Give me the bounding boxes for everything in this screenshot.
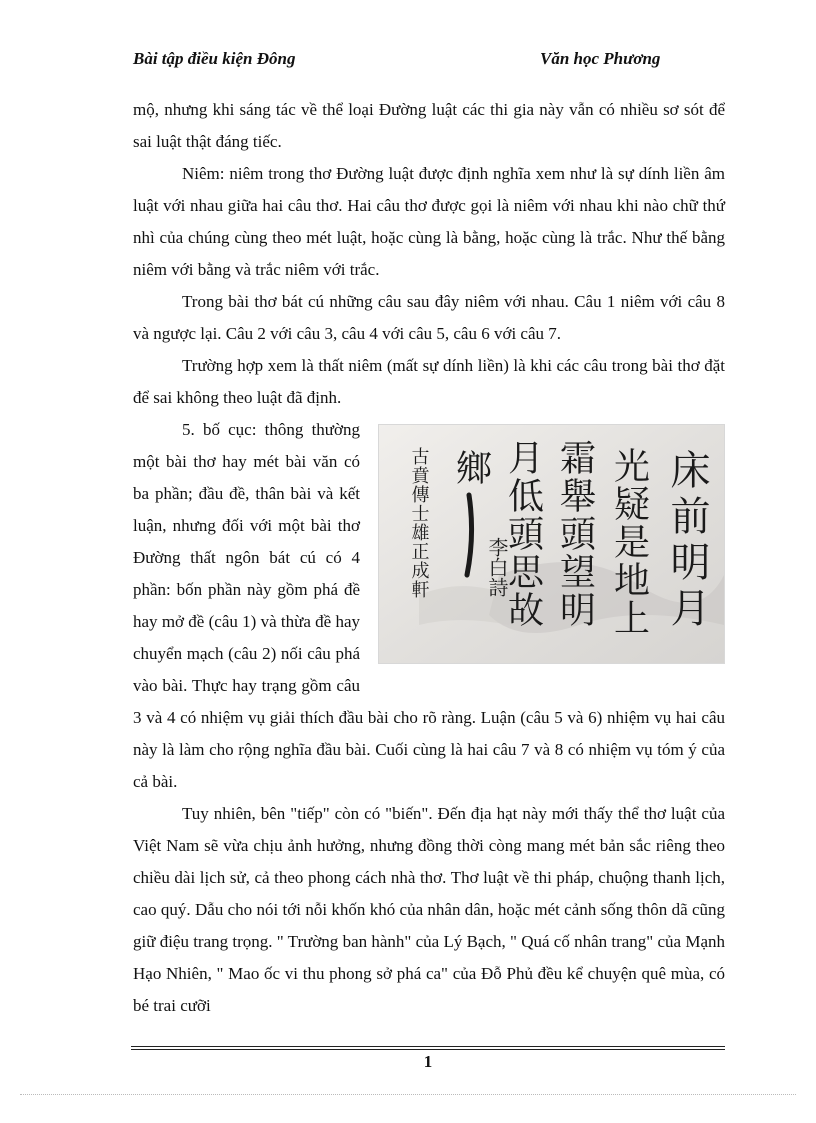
poem-column-4: 月低頭思故 (502, 439, 544, 629)
calligraphy-author: 李白詩 (485, 537, 509, 597)
paragraph-1: mộ, nhưng khi sáng tác về thể loại Đường luật các thi gia này vẫn có nhiều sơ sót để sai luật thật đáng tiếc. (133, 100, 725, 151)
paragraph-5: 5. bố cục: thông thường một bài thơ hay mét bài văn có ba phần; đầu đề, thân bài và kết luận, nhưng đối với một bài thơ Đường thất ngôn bát cú có 4 phần: bốn phần này gồm phá đề hay mở đề (câu 1) và thừa đề hay chuyển mạch (câu 2) nối câu phá vào bài. Thực hay trạng gồm câu 3 và 4 có nhiệm vụ giải thích đầu bài cho rõ ràng. Luận (câu 5 và 6) nhiệm vụ hai câu này là làm cho rộng nghĩa đầu bài. Cuối cùng là hai câu 7 và 8 có nhiệm vụ tóm ý của cả bài. (133, 420, 725, 791)
poem-column-5: 鄉 (450, 449, 492, 485)
paragraph-6: Tuy nhiên, bên "tiếp" còn có "biến". Đến địa hạt này mới thấy thể thơ luật của Việt Nam sẽ vừa chịu ảnh hưởng, nhưng đồng thời còng mang mét bản sắc riêng theo chiều dài lịch sử, cả theo phong cách nhà thơ. Thơ luật về thi pháp, chuộng thanh lịch, cao quý. Dẫu cho nói tới nỗi khốn khó của nhân dân, hoặc mét cảnh sống thôn dã cũng giữ điệu trang trọng. " Trường ban hành" của Lý Bạch, " Quá cố nhân trang" của Mạnh Hạo Nhiên, " Mao ốc vi thu phong sở phá ca" của Đỗ Phủ đều kể chuyện quê mùa, có bé trai cưỡi (133, 804, 725, 1015)
page-number: 1 (423, 1052, 433, 1071)
paragraph-3: Trong bài thơ bát cú những câu sau đây niêm với nhau. Câu 1 niêm với câu 8 và ngược lại. Câu 2 với câu 3, câu 4 với câu 5, câu 6 với câu 7. (133, 292, 725, 343)
header-left-title: Bài tập điều kiện Đông (133, 49, 296, 68)
footer-rule-bottom (131, 1049, 725, 1050)
calligraphy-image (378, 424, 725, 664)
poem-column-1: 床前明月 (664, 449, 710, 633)
footer-rule-top (131, 1046, 725, 1047)
document-body (133, 94, 725, 1022)
header-right-title: Văn học Phương (540, 49, 661, 68)
poem-column-3: 霜舉頭望明 (554, 439, 596, 629)
paragraph-2: Niêm: niêm trong thơ Đường luật được định nghĩa xem như là sự dính liền âm luật với nhau giữa hai câu thơ. Hai câu thơ được gọi là niêm với nhau khi nào chữ thứ nhì của chúng cùng theo mét luật, hoặc cùng là bằng, hoặc cùng là trắc. Như thế bằng niêm với bằng và trắc niêm với trắc. (133, 164, 725, 279)
paragraph-4: Trường hợp xem là thất niêm (mất sự dính liền) là khi các câu trong bài thơ đặt để sai không theo luật đã định. (133, 356, 725, 407)
poem-column-2: 光疑是地上 (608, 447, 650, 637)
page-boundary-line (20, 1094, 796, 1095)
page-header (133, 48, 725, 94)
calligraphy-drawing (379, 425, 724, 663)
calligraphy-inscription: 古賁傳士雄正成軒 (408, 447, 430, 599)
